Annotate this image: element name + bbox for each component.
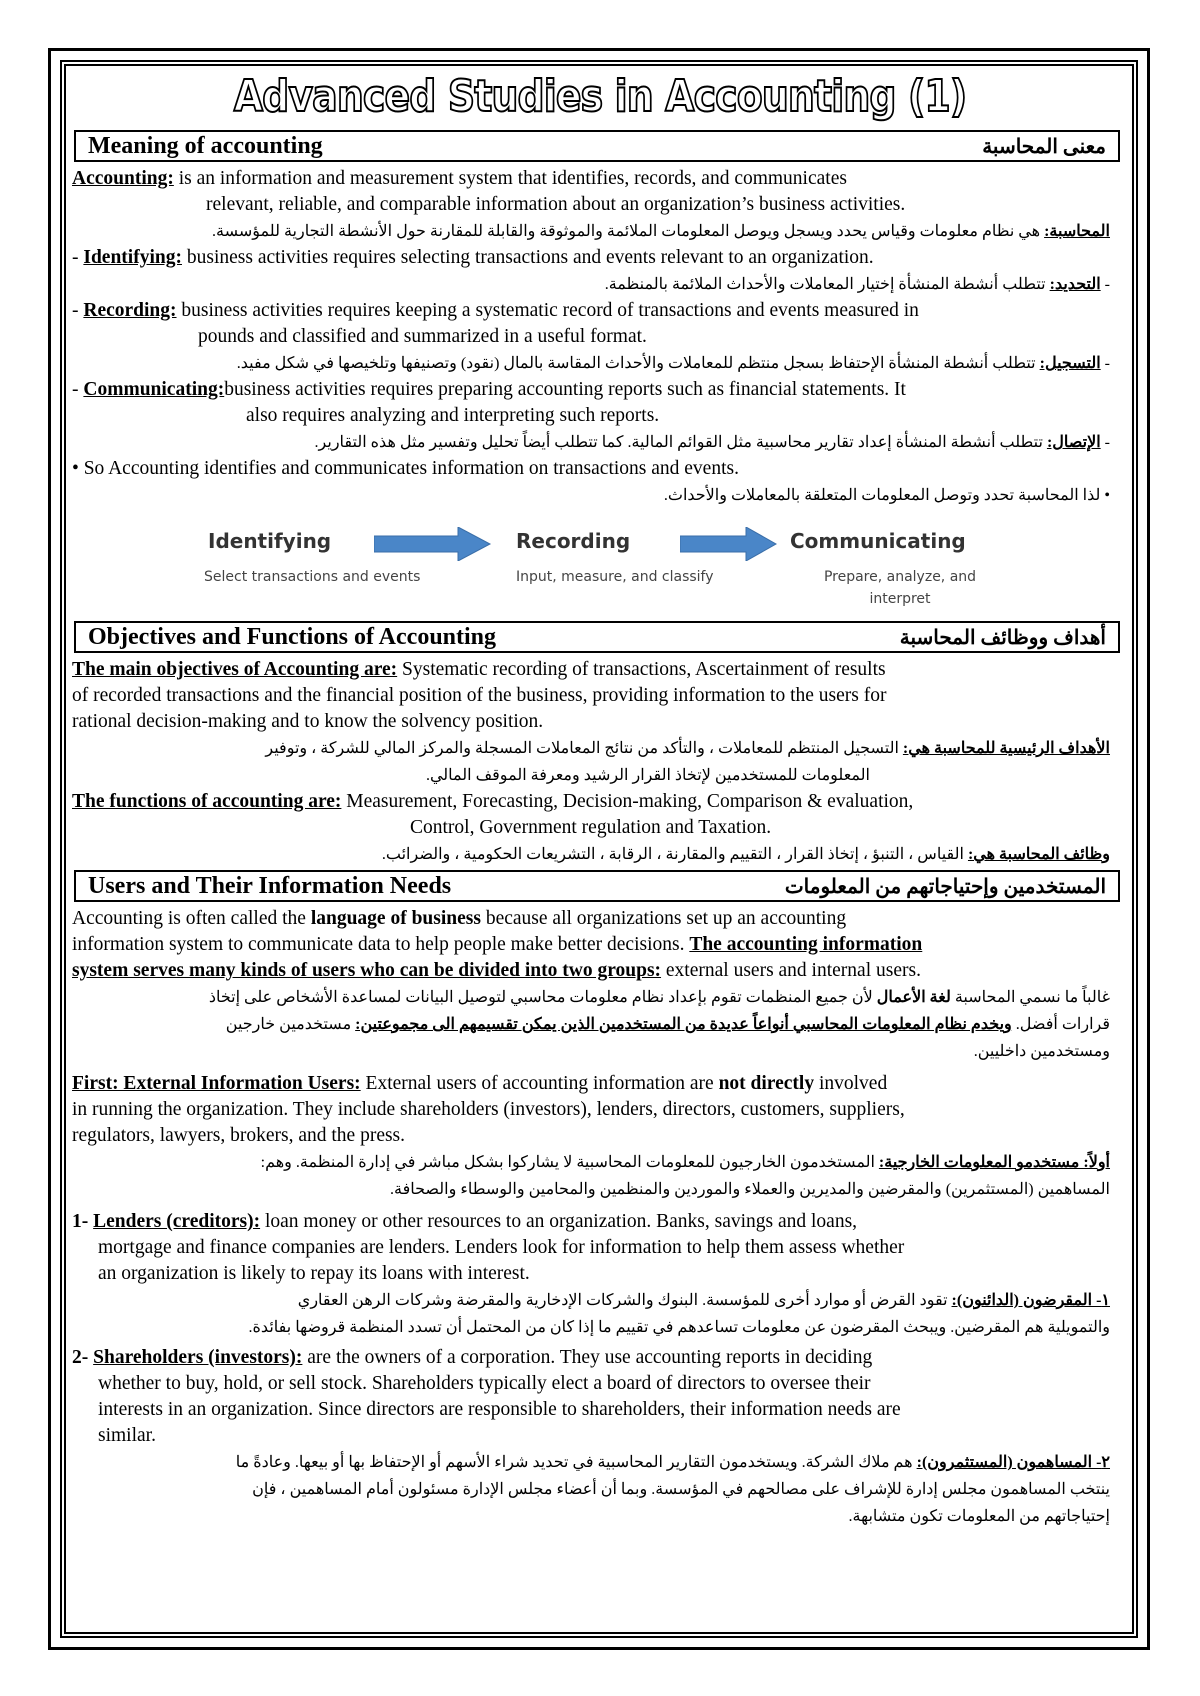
paragraph: similar. [98,1425,156,1446]
term: الإتصال: [1046,434,1101,451]
text: مستخدمين خارجين [225,1016,356,1033]
text: External users of accounting information are [360,1073,719,1094]
text: هم ملاك الشركة. ويستخدمون التقارير المحاسبية في تحديد شراء الأسهم أو الإحتفاظ بها أو بيعها. وعادةً ما [235,1454,917,1471]
arabic-paragraph: ينتخب المساهمون مجلس إدارة للإشراف على مصالحهم في المؤسسة. وبما أن أعضاء مجلس الإدارة مسئولون أمام المساهمين ، فإن [252,1481,1110,1498]
section-title-ar: أهداف ووظائف المحاسبة [899,626,1106,649]
text: Measurement, Forecasting, Decision-making, Comparison & evaluation, [341,791,914,812]
paragraph [70,932,1130,958]
term: system serves many kinds of users who can be divided into two groups: [72,960,662,981]
section-title-en: Meaning of accounting [88,132,323,159]
text: هي نظام معلومات وقياس يحدد ويسجل ويوصل المعلومات الملائمة والموثوقة والقابلة للمقارنة حول الأنشطة التجارية للمؤسسة. [212,223,1045,240]
text: loan money or other resources to an organization. Banks, savings and loans, [260,1211,858,1232]
flow-step-communicating: Communicating [790,529,966,553]
arabic-paragraph: - الإتصال: تتطلب أنشطة المنشأة إعداد تقارير محاسبية مثل القوائم المالية. كما تتطلب أيضاً تحليل وتفسير مثل هذه التقارير. [314,434,1110,451]
flow-step-identifying-sub: Select transactions and events [204,569,421,585]
term: Accounting: [72,168,174,189]
arabic-paragraph [70,1287,1130,1314]
arabic-paragraph: - التسجيل: تتطلب أنشطة المنشأة الإحتفاظ بسجل منتظم للمعاملات والأحداث المقاسة بالمال (نقود) وتصنيفها وتلخيصها في شكل مفيد. [236,355,1110,372]
term: The functions of accounting are: [72,791,342,812]
paragraph [70,657,1130,683]
text: is an information and measurement system that identifies, records, and communicates [173,168,847,189]
arabic-paragraph: - التحديد: تتطلب أنشطة المنشأة إختيار المعاملات والأحداث الملائمة بالمنظمة. [604,276,1110,293]
term: First: External Information Users: [72,1073,361,1094]
section-header-objectives [74,621,1120,653]
section-header-users [74,870,1120,902]
text: تتطلب أنشطة المنشأة إعداد تقارير محاسبية مثل القوائم المالية. كما تتطلب أيضاً تحليل وتفسير مثل هذه التقارير. [314,434,1047,451]
section-title-en: Users and Their Information Needs [88,872,452,899]
term: وظائف المحاسبة هي: [967,846,1110,863]
text: التسجيل المنتظم للمعاملات ، والتأكد من نتائج المعاملات المسجلة والمركز المالي للشركة ، وتوفير [265,740,903,757]
text: business activities requires selecting transactions and events relevant to an organization. [181,247,874,268]
text: قرارات أفضل. [1011,1016,1110,1033]
section-header-meaning [74,130,1120,162]
text: information system to communicate data to help people make better decisions. [72,934,690,955]
term: Lenders (creditors): [93,1211,261,1232]
bold-text: language of business [310,908,481,929]
term: ١- المقرضون (الدائنون): [951,1292,1110,1309]
text: تتطلب أنشطة المنشأة الإحتفاظ بسجل منتظم للمعاملات والأحداث المقاسة بالمال (نقود) وتصنيفها وتلخيصها في شكل مفيد. [236,355,1040,372]
text: involved [814,1073,888,1094]
arabic-paragraph [70,1011,1130,1038]
arabic-paragraph: المعلومات للمستخدمين لإتخاذ القرار الرشيد ومعرفة الموقف المالي. [425,767,870,784]
paragraph: an organization is likely to repay its loans with interest. [98,1263,530,1284]
arabic-paragraph [70,984,1130,1011]
arabic-paragraph [70,735,1130,762]
paragraph [70,789,1130,815]
paragraph [70,906,1130,932]
arrow-right-icon [680,527,778,561]
arabic-paragraph [70,1449,1130,1476]
text: because all organizations set up an accounting [480,908,847,929]
paragraph: rational decision-making and to know the solvency position. [72,711,544,732]
text: لأن جميع المنظمات تقوم بإعداد نظام معلومات محاسبي لتوصيل البيانات لمساعدة الأشخاص على إتخاذ [208,989,877,1006]
term: المحاسبة: [1044,223,1110,240]
flow-step-recording: Recording [516,529,631,553]
accounting-flow-diagram [70,509,1130,619]
paragraph: • So Accounting identifies and communicates information on transactions and events. [72,458,739,479]
paragraph [70,1345,1130,1371]
list-number: 1- [72,1211,94,1232]
paragraph [70,166,1130,192]
term: الأهداف الرئيسية للمحاسبة هي: [902,740,1110,757]
text: are the owners of a corporation. They use accounting reports in deciding [302,1347,873,1368]
bold-text: not directly [718,1073,815,1094]
term: ٢- المساهمون (المستثمرون): [916,1454,1110,1471]
arabic-paragraph: إحتياجاتهم من المعلومات تكون متشابهة. [848,1508,1110,1525]
paragraph: Control, Government regulation and Taxation. [410,817,772,838]
paragraph: - Communicating:business activities requires preparing accounting reports such as financial statements. It [72,379,906,400]
text: business activities requires keeping a systematic record of transactions and events measured in [176,300,919,321]
paragraph: relevant, reliable, and comparable information about an organization’s business activities. [206,194,906,215]
page-content [70,66,1130,1530]
term: Shareholders (investors): [93,1347,303,1368]
paragraph [70,1209,1130,1235]
text: Systematic recording of transactions, Ascertainment of results [397,659,886,680]
term: التسجيل: [1039,355,1101,372]
flow-step-identifying: Identifying [208,529,332,553]
term: التحديد: [1049,276,1101,293]
paragraph [70,958,1130,984]
paragraph: interests in an organization. Since directors are responsible to shareholders, their information needs are [98,1399,901,1420]
arabic-paragraph: ومستخدمين داخليين. [973,1043,1110,1060]
text: Accounting is often called the [72,908,311,929]
term: ويخدم نظام المعلومات المحاسبي أنواعاً عديدة من المستخدمين الذين يمكن تقسيمهم الى مجموعتين: [355,1016,1012,1033]
paragraph: mortgage and finance companies are lenders. Lenders look for information to help them assess whether [98,1237,905,1258]
text: غالباً ما نسمي المحاسبة [950,989,1110,1006]
arabic-paragraph: المساهمين (المستثمرين) والمقرضين والمديرين والعملاء والموردين والمنظمين والمحامين والوسطاء والصحافة. [389,1181,1110,1198]
text: external users and internal users. [661,960,921,981]
term: أولاً: مستخدمو المعلومات الخارجية: [878,1154,1110,1171]
section-title-ar: المستخدمين وإحتياجاتهم من المعلومات [784,875,1106,898]
paragraph: in running the organization. They include shareholders (investors), lenders, directors, customers, suppliers, [72,1099,905,1120]
paragraph: - Recording: business activities requires keeping a systematic record of transactions and events measured in [72,300,919,321]
flow-step-communicating-sub-2: interpret [869,591,931,607]
text: المستخدمون الخارجيون للمعلومات المحاسبية لا يشاركوا بشكل مباشر في إدارة المنظمة. وهم: [260,1154,879,1171]
term: Identifying: [83,247,182,268]
text: business activities requires preparing accounting reports such as financial statements. It [224,379,906,400]
arabic-paragraph [70,218,1130,245]
term: Communicating: [83,379,225,400]
text: تقود القرض أو موارد أخرى للمؤسسة. البنوك والشركات الإدخارية والمقرضة وشركات الرهن العقاري [297,1292,952,1309]
arabic-paragraph [70,1149,1130,1176]
section-title-en: Objectives and Functions of Accounting [88,623,497,650]
bold-text: لغة الأعمال [876,989,951,1006]
arabic-paragraph: والتمويلية هم المقرضين. ويبحث المقرضون عن معلومات تساعدهم في تقييم ما إذا كان من المحتمل أن تسدد المنظمة قروضها بفائدة. [248,1319,1110,1336]
term: The main objectives of Accounting are: [72,659,398,680]
paragraph: - Identifying: business activities requires selecting transactions and events relevant to an organization. [72,247,874,268]
paragraph: pounds and classified and summarized in a useful format. [198,326,647,347]
paragraph: whether to buy, hold, or sell stock. Shareholders typically elect a board of directors to oversee their [98,1373,871,1394]
arrow-right-icon [374,527,492,561]
arabic-paragraph: • لذا المحاسبة تحدد وتوصل المعلومات المتعلقة بالمعاملات والأحداث. [663,487,1110,504]
paragraph: regulators, lawyers, brokers, and the press. [72,1125,406,1146]
term: The accounting information [689,934,923,955]
flow-step-communicating-sub: Prepare, analyze, and [823,569,977,585]
section-title-ar: معنى المحاسبة [982,135,1106,158]
list-number: 2- [72,1347,94,1368]
flow-step-recording-sub: Input, measure, and classify [516,569,714,585]
arabic-paragraph [70,841,1130,868]
paragraph: also requires analyzing and interpreting such reports. [246,405,660,426]
term: Recording: [83,300,177,321]
paragraph: of recorded transactions and the financial position of the business, providing information to the users for [72,685,887,706]
text: تتطلب أنشطة المنشأة إختيار المعاملات والأحداث الملائمة بالمنظمة. [604,276,1050,293]
page-title: Advanced Studies in Accounting (1) [233,71,967,122]
paragraph [70,1071,1130,1097]
text: القياس ، التنبؤ ، إتخاذ القرار ، التقييم والمقارنة ، الرقابة ، التشريعات الحكومية ، والضرائب. [381,846,968,863]
